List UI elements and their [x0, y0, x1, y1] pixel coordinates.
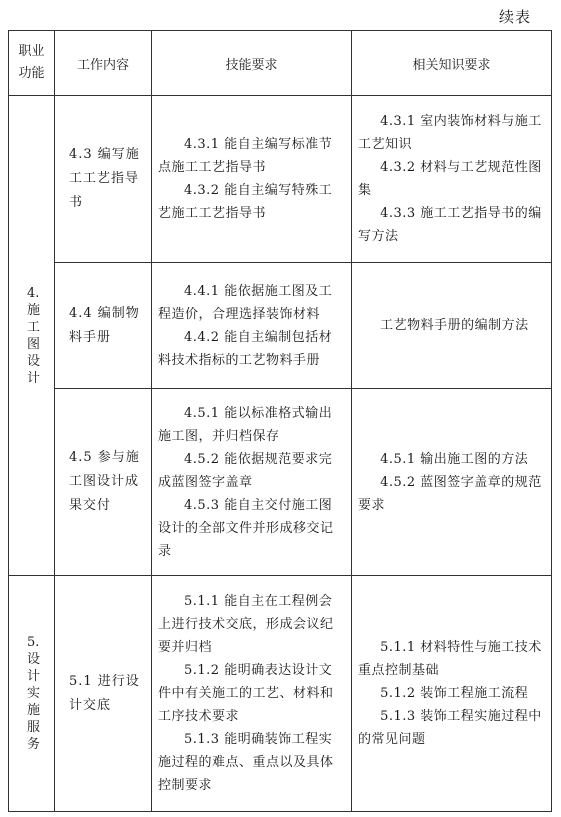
knowledge-item: 4.5.2 蓝图签字盖章的规范要求 [358, 474, 542, 513]
skill-item: 5.1.2 能明确表达设计文件中有关施工的工艺、材料和工序技术要求 [158, 663, 334, 724]
header-function-line: 职业 [18, 44, 45, 59]
skill-item: 4.5.2 能依据规范要求完成蓝图签字盖章 [158, 451, 333, 490]
skills-cell [152, 389, 352, 576]
skill-item: 5.1.1 能自主在工程例会上进行技术交底，形成会议纪要并归档 [158, 594, 334, 655]
skill-item: 5.1.3 能明确装饰工程实施过程的难点、重点以及具体控制要求 [158, 732, 334, 793]
header-skills: 技能要求 [152, 31, 352, 96]
function-line: 务 [27, 737, 41, 752]
knowledge-cell [352, 96, 552, 263]
knowledge-item: 4.3.1 室内装饰材料与施工工艺知识 [358, 114, 542, 152]
function-line: 施 [27, 703, 41, 718]
header-knowledge: 相关知识要求 [352, 31, 552, 96]
knowledge-cell [352, 576, 552, 812]
knowledge-cell [352, 263, 552, 389]
knowledge-item: 5.1.2 装饰工程施工流程 [380, 686, 529, 701]
skill-item: 4.5.3 能自主交付施工图设计的全部文件并形成移交记录 [158, 497, 334, 559]
function-cell-4 [9, 96, 55, 576]
function-line: 实 [27, 686, 41, 701]
knowledge-cell [352, 389, 552, 576]
skill-item: 4.3.2 能自主编写特殊工艺施工工艺指导书 [158, 183, 333, 221]
header-function [9, 31, 55, 96]
work-content-cell: 4.4 编制物料手册 [55, 263, 152, 389]
function-line: 计 [27, 370, 41, 386]
table-row [9, 389, 552, 576]
table-row [9, 263, 552, 389]
skill-item: 4.5.1 能以标准格式输出施工图，并归档保存 [158, 405, 333, 444]
knowledge-item: 4.3.3 施工工艺指导书的编写方法 [358, 206, 542, 244]
skills-cell [152, 263, 352, 389]
skill-item: 4.3.1 能自主编写标准节点施工工艺指导书 [158, 137, 333, 175]
table-row [9, 96, 552, 263]
skills-cell [152, 96, 352, 263]
skill-item: 4.4.2 能自主编制包括材料技术指标的工艺物料手册 [158, 329, 333, 368]
header-function-line: 功能 [18, 66, 45, 81]
knowledge-item: 4.3.2 材料与工艺规范性图集 [358, 160, 542, 198]
function-line: 计 [27, 669, 41, 684]
function-line: 5. [27, 635, 40, 650]
work-content-cell: 4.3 编写施工工艺指导书 [55, 96, 152, 263]
function-line: 设 [27, 353, 41, 369]
skill-item: 4.4.1 能依据施工图及工程造价，合理选择装饰材料 [158, 283, 333, 322]
header-row [9, 31, 552, 96]
knowledge-item: 工艺物料手册的编制方法 [380, 318, 529, 333]
knowledge-item: 4.5.1 输出施工图的方法 [380, 451, 529, 467]
function-line: 服 [27, 720, 41, 735]
work-content-cell: 4.5 参与施工图设计成果交付 [55, 389, 152, 576]
work-content-cell: 5.1 进行设计交底 [55, 576, 152, 812]
knowledge-item: 5.1.1 材料特性与施工技术重点控制基础 [358, 640, 542, 678]
header-content: 工作内容 [55, 31, 152, 96]
function-line: 图 [27, 336, 41, 352]
function-line: 工 [27, 319, 41, 335]
knowledge-item: 5.1.3 装饰工程实施过程中的常见问题 [358, 709, 542, 747]
function-line: 设 [27, 652, 41, 667]
function-line: 施 [27, 302, 41, 318]
skills-cell [152, 576, 352, 812]
table-row [9, 576, 552, 812]
function-line: 4. [27, 285, 40, 301]
occupational-standard-table [8, 30, 552, 812]
continued-label: 续表 [498, 8, 531, 26]
function-cell-5 [9, 576, 55, 812]
